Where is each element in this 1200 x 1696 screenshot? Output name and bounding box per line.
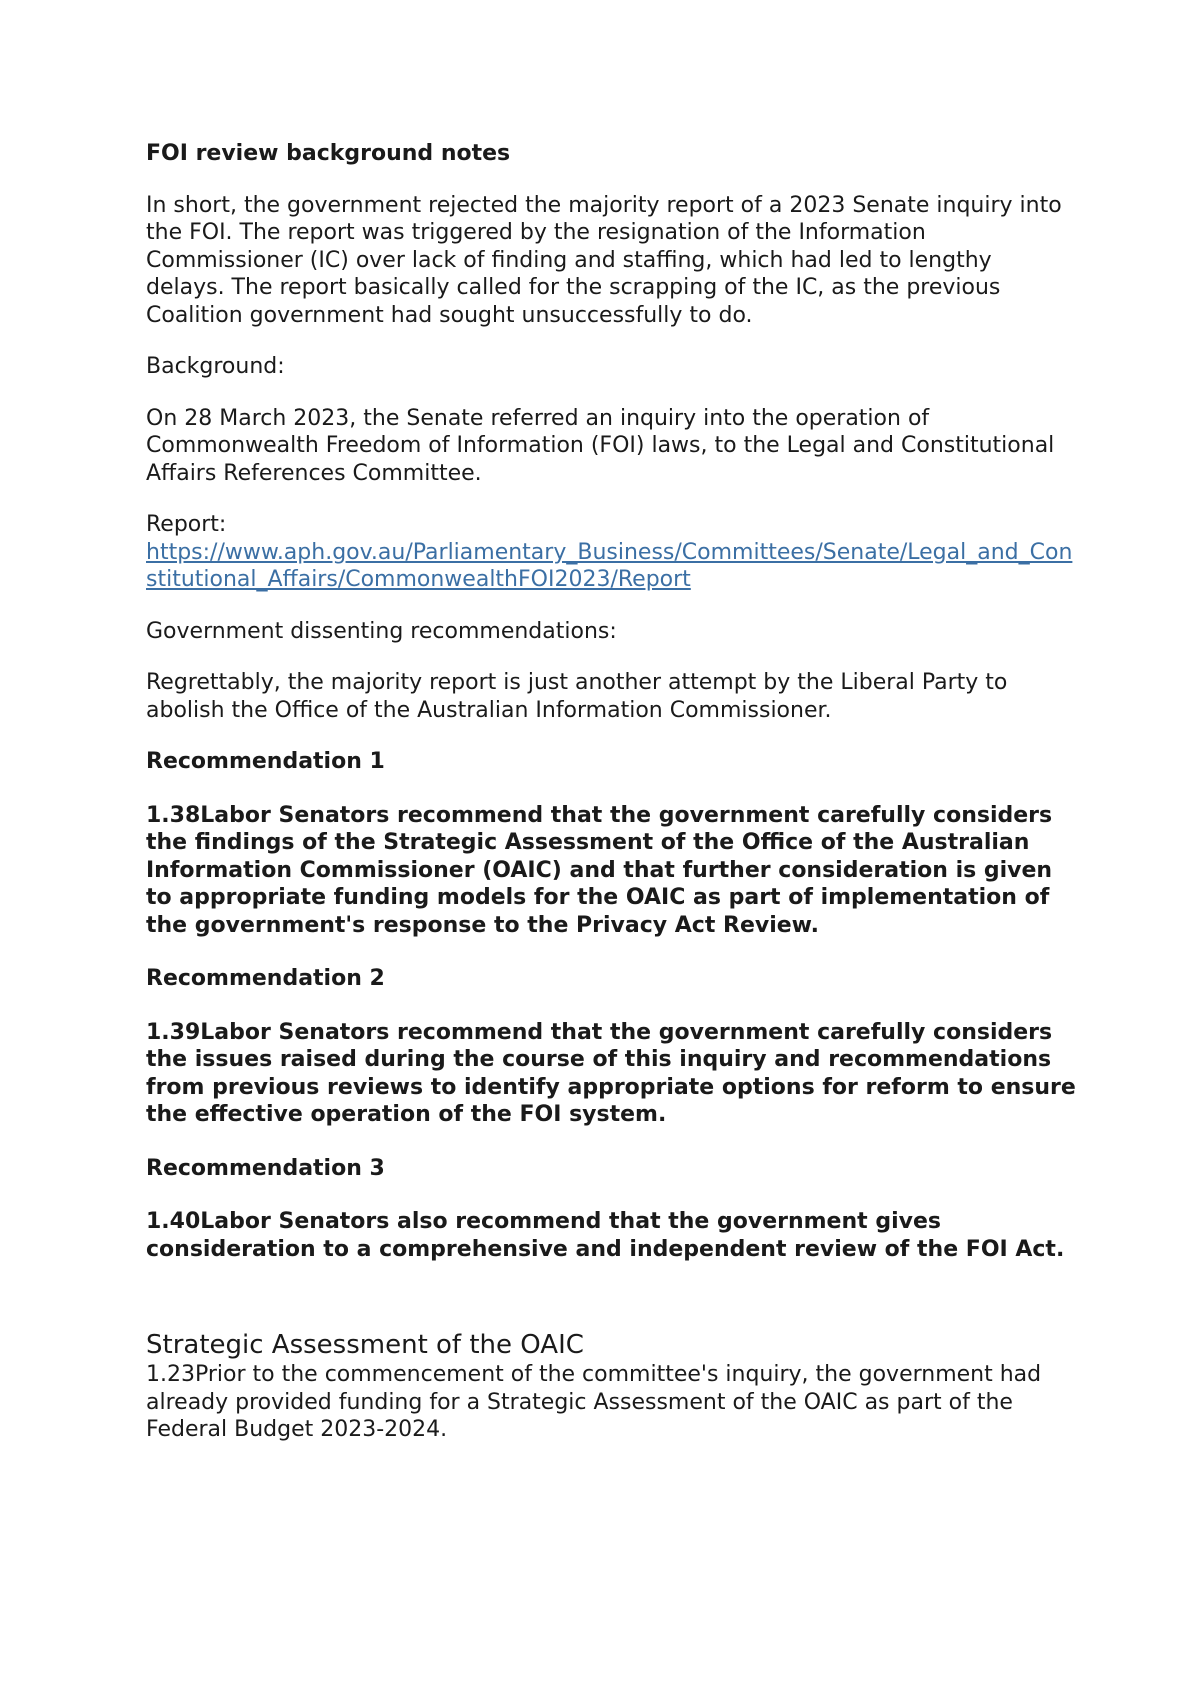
recommendation-text: 1.40Labor Senators also recommend that the government gives consideration to a comprehensive and independent review of the FOI Act. xyxy=(146,1209,1065,1262)
report-link[interactable]: https://www.aph.gov.au/Parliamentary_Business/Committees/Senate/Legal_and_Constitutional_Affairs/CommonwealthFOI2023/Report xyxy=(146,539,1073,592)
document-title: FOI review background notes xyxy=(146,141,511,166)
section-heading: Strategic Assessment of the OAIC xyxy=(146,1330,584,1360)
dissent-label: Government dissenting recommendations: xyxy=(146,618,617,644)
background-paragraph: On 28 March 2023, the Senate referred an inquiry into the operation of Commonwealth Freedom of Information (FOI) laws, to the Legal and Constitutional Affairs References Committee. xyxy=(146,405,1055,486)
recommendation-text: 1.39Labor Senators recommend that the government carefully considers the issues raised during the course of this inquiry and recommendations from previous reviews to identify appropriate options for reform to ensure the effective operation of the FOI system. xyxy=(146,1019,1076,1127)
report-label: Report: xyxy=(146,512,227,537)
recommendation-heading: Recommendation 2 xyxy=(146,966,385,991)
dissent-paragraph: Regrettably, the majority report is just another attempt by the Liberal Party to abolish the Office of the Australian Information Commissioner. xyxy=(146,670,1008,723)
section-paragraph: 1.23Prior to the commencement of the committee's inquiry, the government had already provided funding for a Strategic Assessment of the OAIC as part of the Federal Budget 2023-2024. xyxy=(146,1362,1042,1442)
report-block xyxy=(146,511,1076,594)
recommendation-heading: Recommendation 1 xyxy=(146,749,385,774)
summary-paragraph: In short, the government rejected the majority report of a 2023 Senate inquiry into the FOI. The report was triggered by the resignation of the Information Commissioner (IC) over lack of finding and staffing, which had led to lengthy delays. The report basically called for the scrapping of the IC, as the previous Coalition government had sought unsuccessfully to do. xyxy=(146,192,1062,328)
document-page xyxy=(146,140,1076,1444)
recommendation-heading: Recommendation 3 xyxy=(146,1155,385,1181)
recommendation-text: 1.38Labor Senators recommend that the government carefully considers the findings of the Strategic Assessment of the Office of the Australian Information Commissioner (OAIC) and that further consideration is given to appropriate funding models for the OAIC as part of implementation of the government's response to the Privacy Act Review. xyxy=(146,802,1053,938)
background-label: Background: xyxy=(146,354,285,379)
